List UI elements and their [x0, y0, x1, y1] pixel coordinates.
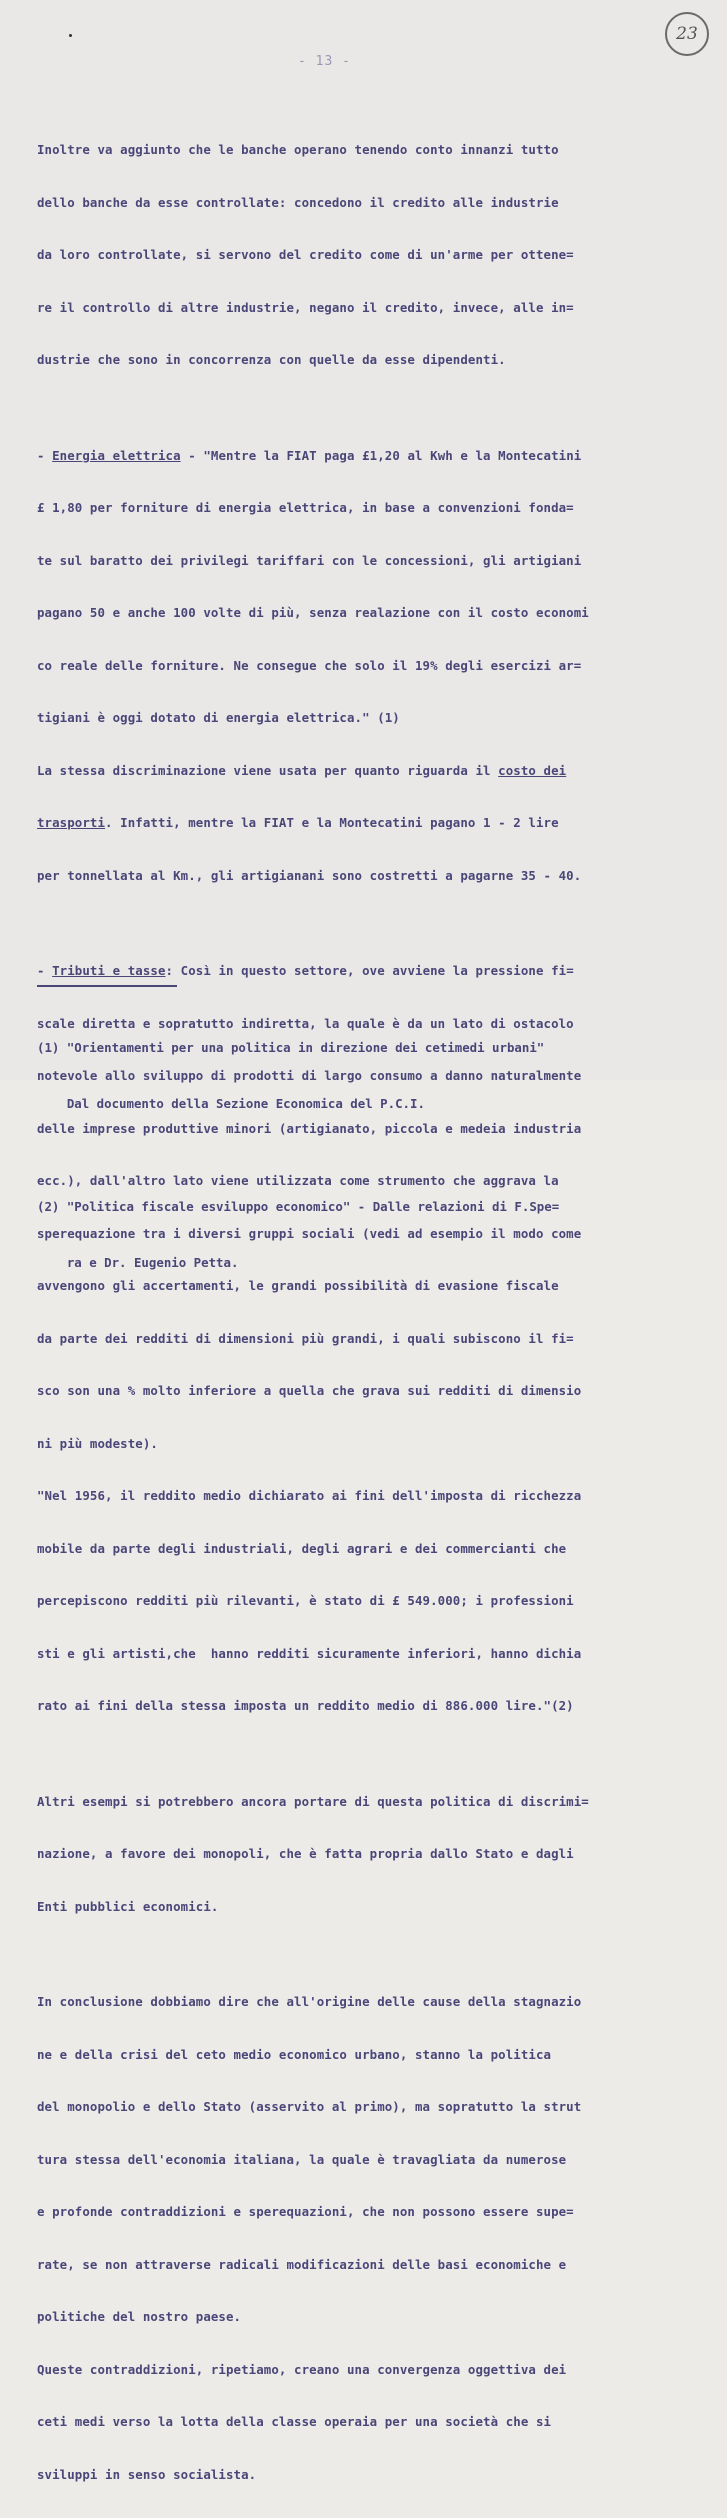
text-line: pagano 50 e anche 100 volte di più, senza realazione con il costo economi — [37, 605, 589, 620]
text-line: sviluppi in senso socialista. — [37, 2466, 257, 2482]
text-line: ni più modeste). — [37, 1435, 158, 1451]
handwritten-page-number: 23 — [665, 12, 709, 56]
text-line: rato ai fini della stessa imposta un reddito medio di 886.000 lire."(2) — [37, 1698, 574, 1713]
footnotes — [37, 1000, 717, 1308]
body-text — [37, 106, 717, 2518]
transport-line-2: trasporti. Infatti, mentre la FIAT e la Montecatini pagano 1 - 2 lire — [37, 815, 559, 830]
text-line: avvengono gli accertamenti, le grandi possibilità di evasione fiscale — [37, 1278, 559, 1293]
text-line: da parte dei redditi di dimensioni più grandi, i quali subiscono il fi= — [37, 1330, 574, 1346]
text-line: per tonnellata al Km., gli artigianani sono costretti a pagarne 35 - 40. — [37, 867, 582, 883]
text-line: nazione, a favore dei monopoli, che è fatta propria dallo Stato e dagli — [37, 1846, 574, 1861]
text-line: delle imprese produttive minori (artigianato, piccola e medeia industria — [37, 1120, 582, 1136]
text-line: Inoltre va aggiunto che le banche operano tenendo conto innanzi tutto — [37, 142, 559, 157]
tax-paragraph-first-line: - Tributi e tasse: Così in questo settore, ove avviene la pressione fi= — [37, 963, 574, 978]
text-line: In conclusione dobbiamo dire che all'origine delle cause della stagnazio — [37, 1994, 582, 2009]
section-heading-energy: Energia elettrica — [52, 447, 181, 463]
text-line: del monopolio e dello Stato (asservito al primo), ma sopratutto la strut — [37, 2099, 582, 2114]
footnote-1-line-1: (1) "Orientamenti per una politica in direzione dei cetimedi urbani" — [37, 1040, 545, 1055]
text-line: tura stessa dell'economia italiana, la quale è travagliata da numerose — [37, 2151, 567, 2167]
text-line: sti e gli artisti,che hanno redditi sicuramente inferiori, hanno dichia — [37, 1645, 582, 1661]
underline-costo-dei: costo dei — [498, 762, 567, 778]
text-line: mobile da parte degli industriali, degli agrari e dei commercianti che — [37, 1540, 567, 1556]
transport-line-1: La stessa discriminazione viene usata per quanto riguarda il costo dei — [37, 762, 567, 778]
text-line: dello banche da esse controllate: concedono il credito alle industrie — [37, 194, 559, 210]
text-line: da loro controllate, si servono del credito come di un'arme per ottene= — [37, 247, 574, 262]
energy-paragraph-first-line: - Energia elettrica - "Mentre la FIAT paga £1,20 al Kwh e la Montecatini — [37, 447, 582, 463]
text-line: notevole allo sviluppo di prodotti di largo consumo a danno naturalmente — [37, 1068, 582, 1083]
text-line: ceti medi verso la lotta della classe operaia per una società che si — [37, 2414, 552, 2429]
text-line: £ 1,80 per forniture di energia elettrica, in base a convenzioni fonda= — [37, 500, 574, 515]
typed-page-marker: - 13 - — [298, 54, 351, 69]
text-line: politiche del nostro paese. — [37, 2309, 242, 2324]
text-line: percepiscono redditi più rilevanti, è stato di £ 549.000; i professioni — [37, 1593, 574, 1608]
footnote-1-line-2: Dal documento della Sezione Economica del P.C.I. — [37, 1095, 425, 1111]
text-line: e profonde contraddizioni e sperequazioni, che non possono essere supe= — [37, 2204, 574, 2219]
text-line: te sul baratto dei privilegi tariffari con le concessioni, gli artigiani — [37, 552, 582, 568]
text-line: ne e della crisi del ceto medio economico urbano, stanno la politica — [37, 2046, 552, 2062]
text-line: Queste contraddizioni, ripetiamo, creano una convergenza oggettiva dei — [37, 2361, 567, 2377]
text-line: scale diretta e sopratutto indiretta, la quale è da un lato di ostacolo — [37, 1015, 574, 1031]
text-line: sco son una % molto inferiore a quella che grava sui redditi di dimensio — [37, 1383, 582, 1398]
footnote-2-line-2: ra e Dr. Eugenio Petta. — [37, 1254, 239, 1270]
footnote-2-line-1: (2) "Politica fiscale esviluppo economico" - Dalle relazioni di F.Spe= — [37, 1199, 560, 1214]
text-line: tigiani è oggi dotato di energia elettrica." (1) — [37, 710, 400, 725]
text-line: "Nel 1956, il reddito medio dichiarato ai fini dell'imposta di ricchezza — [37, 1488, 582, 1503]
footnote-separator — [37, 985, 177, 987]
text-line: ecc.), dall'altro lato viene utilizzata come strumento che aggrava la — [37, 1173, 559, 1188]
text-line: Altri esempi si potrebbero ancora portare di questa politica di discrimi= — [37, 1793, 589, 1809]
text-line: sperequazione tra i diversi gruppi sociali (vedi ad esempio il modo come — [37, 1225, 582, 1241]
underline-trasporti: trasporti — [37, 815, 106, 830]
text-line: rate, se non attraverse radicali modificazioni delle basi economiche e — [37, 2256, 567, 2272]
ink-dot — [69, 34, 72, 37]
text-line: re il controllo di altre industrie, negano il credito, invece, alle in= — [37, 299, 574, 315]
text-line: dustrie che sono in concorrenza con quelle da esse dipendenti. — [37, 352, 506, 367]
text-line: Enti pubblici economici. — [37, 1898, 219, 1914]
section-heading-taxes: Tributi e tasse — [52, 963, 166, 978]
text-line: co reale delle forniture. Ne consegue che solo il 19% degli esercizi ar= — [37, 657, 582, 673]
